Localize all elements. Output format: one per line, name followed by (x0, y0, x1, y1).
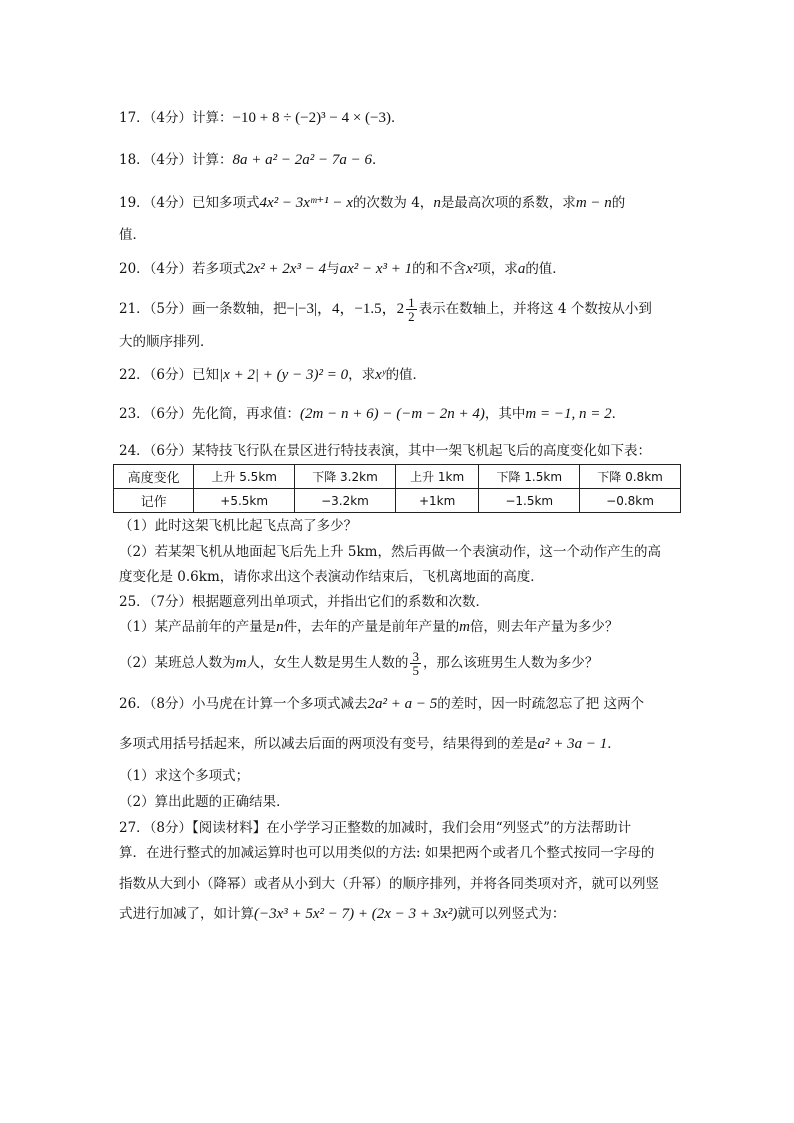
table-row (114, 489, 681, 513)
q25-fraction (410, 650, 421, 677)
q25-s2-text-2: 人，女生人数是男生人数的 (246, 655, 409, 671)
question-17 (119, 108, 684, 128)
q25-s2-var-m: m (235, 655, 247, 671)
q20-end: 的值． (525, 261, 566, 277)
q19-expression-2: m − n (575, 195, 612, 211)
q19-label: 19．（4分）已知多项式 (119, 195, 260, 211)
q27-text-2: 就可以列竖式为： (457, 906, 566, 922)
q24-sub-2-line2: 度变化是 0.6km，请你求出这个表演动作结束后，飞机离地面的高度． (119, 569, 544, 585)
q21-fraction (406, 296, 417, 323)
q19-end: 的 (611, 195, 626, 211)
table-cell: −0.8km (580, 489, 681, 513)
altitude-table (113, 464, 681, 513)
q23-label: 23．（6分）先化简，再求值： (119, 406, 301, 422)
q25-var-n: n (276, 619, 284, 635)
q24-sub-1: （1）此时这架飞机比起飞点高了多少？ (119, 518, 358, 534)
table-cell: 高度变化 (114, 465, 194, 489)
q21-text: 表示在数轴上，并将这 4 个数按从小到 (418, 301, 652, 317)
question-19-line2: 值． (119, 227, 146, 243)
question-27-line4 (119, 904, 684, 924)
question-27-line1: 27．（8分）【阅读材料】在小学学习正整数的加减时，我们会用“列竖式”的方法帮助计 (119, 820, 632, 836)
question-26-line2 (119, 734, 684, 754)
q26-expression: 2a² + a − 5 (367, 696, 438, 712)
q24-sub-2: （2）若某架飞机从地面起飞后先上升 5km，然后再做一个表演动作，这一个动作产生的高 (119, 544, 661, 560)
q19-expression: 4x² − 3xᵐ⁺¹ − x (259, 195, 353, 211)
question-21 (119, 296, 684, 323)
table-cell: 上升 1km (395, 465, 478, 489)
q27-text-1: 式进行加减了，如计算 (119, 906, 254, 922)
q25-s2-text-1: （2）某班总人数为 (119, 655, 236, 671)
q26-text-2: 多项式用括号括起来，所以减去后面的两项没有变号，结果得到的差是 (119, 736, 538, 752)
q17-end: ． (391, 110, 405, 126)
q20-var-a: a (517, 261, 526, 277)
q19-text-1: 的次数为 4， (352, 195, 434, 211)
q25-sub-1 (119, 617, 684, 637)
q25-s1-text-3: 倍，则去年产量为多少？ (469, 619, 619, 635)
question-25: 25．（7分）根据题意列出单项式，并指出它们的系数和次数． (119, 594, 490, 610)
q20-expression-1: 2x² + 2x³ − 4 (246, 261, 327, 277)
q26-sub-1: （1）求这个多项式； (119, 768, 250, 784)
q25-frac-den: 5 (412, 663, 419, 678)
q19-text-2: 是最高次项的系数，求 (440, 195, 576, 211)
q20-term: x² (466, 261, 478, 277)
q22-text: ，求 (348, 367, 376, 383)
question-18 (119, 150, 684, 170)
q18-label: 18．（4分）计算： (119, 152, 233, 168)
q25-frac-num: 3 (412, 649, 419, 664)
q25-sub-2 (119, 650, 684, 677)
q20-text-1: 与 (326, 261, 340, 277)
q18-end: ． (372, 152, 386, 168)
q23-condition: m = −1, n = 2 (525, 406, 612, 422)
q18-expression: 8a + a² − 2a² − 7a − 6 (232, 152, 373, 168)
q23-text: ，其中 (484, 406, 526, 422)
q25-s1-text-1: （1）某产品前年的产量是 (119, 619, 277, 635)
q23-expression: (2m − n + 6) − (−m − 2n + 4) (300, 406, 485, 422)
question-21-line2: 大的顺序排列． (119, 334, 214, 350)
q21-label: 21．（5分）画一条数轴，把 (119, 301, 287, 317)
q17-expression: −10 + 8 ÷ (−2)³ − 4 × (−3) (232, 110, 391, 126)
q21-values: −|−3|，4，−1.5，2 (286, 301, 405, 317)
table-cell: 下降 3.2km (295, 465, 396, 489)
q20-text-2: 的和不含 (412, 261, 467, 277)
q25-s2-text-3: ，那么该班男生人数为多少？ (422, 655, 599, 671)
q26-end: ． (607, 736, 621, 752)
q25-var-m: m (459, 619, 470, 635)
q23-end: ． (611, 406, 626, 422)
q26-expression-2: a² + 3a − 1 (537, 736, 608, 752)
table-cell: +5.5km (194, 489, 295, 513)
question-22 (119, 365, 684, 385)
question-26 (119, 694, 684, 714)
q20-text-3: 项，求 (477, 261, 518, 277)
question-24: 24．（6分）某特技飞行队在景区进行特技表演，其中一架飞机起飞后的高度变化如下表： (119, 443, 652, 459)
q21-frac-den: 2 (408, 309, 415, 324)
q27-expression: (−3x³ + 5x² − 7) + (2x − 3 + 3x²) (254, 906, 458, 922)
table-cell: 上升 5.5km (194, 465, 295, 489)
q22-power: xʸ (375, 367, 386, 383)
table-row (114, 465, 681, 489)
table-cell: 下降 1.5km (479, 465, 580, 489)
question-20 (119, 259, 684, 279)
q20-expression-2: ax² − x³ + 1 (339, 261, 413, 277)
q26-sub-2: （2）算出此题的正确结果． (119, 794, 290, 810)
table-cell: −3.2km (295, 489, 396, 513)
q22-end: 的值． (385, 367, 427, 383)
question-23 (119, 404, 684, 424)
q21-frac-num: 1 (408, 295, 415, 310)
question-19 (119, 193, 684, 213)
table-cell: +1km (395, 489, 478, 513)
q22-label: 22．（6分）已知 (119, 367, 220, 383)
question-27-line2: 算．在进行整式的加减运算时也可以用类似的方法: 如果把两个或者几个整式按同一字母的 (119, 845, 655, 861)
table-cell: 记作 (114, 489, 194, 513)
table-cell: 下降 0.8km (580, 465, 681, 489)
q20-label: 20．（4分）若多项式 (119, 261, 247, 277)
question-27-line3: 指数从大到小（降幂）或者从小到大（升幂）的顺序排列，并将各同类项对齐，就可以列竖 (119, 876, 659, 892)
q19-var-n: n (433, 195, 441, 211)
q25-s1-text-2: 件，去年的产量是前年产量的 (283, 619, 460, 635)
q17-label: 17．（4分）计算： (119, 110, 233, 126)
q22-expression: |x + 2| + (y − 3)² = 0 (219, 367, 349, 383)
q26-text: 的差时，因一时疏忽忘了把 这两个 (437, 696, 645, 712)
table-cell: −1.5km (479, 489, 580, 513)
q26-label: 26．（8分）小马虎在计算一个多项式减去 (119, 696, 368, 712)
